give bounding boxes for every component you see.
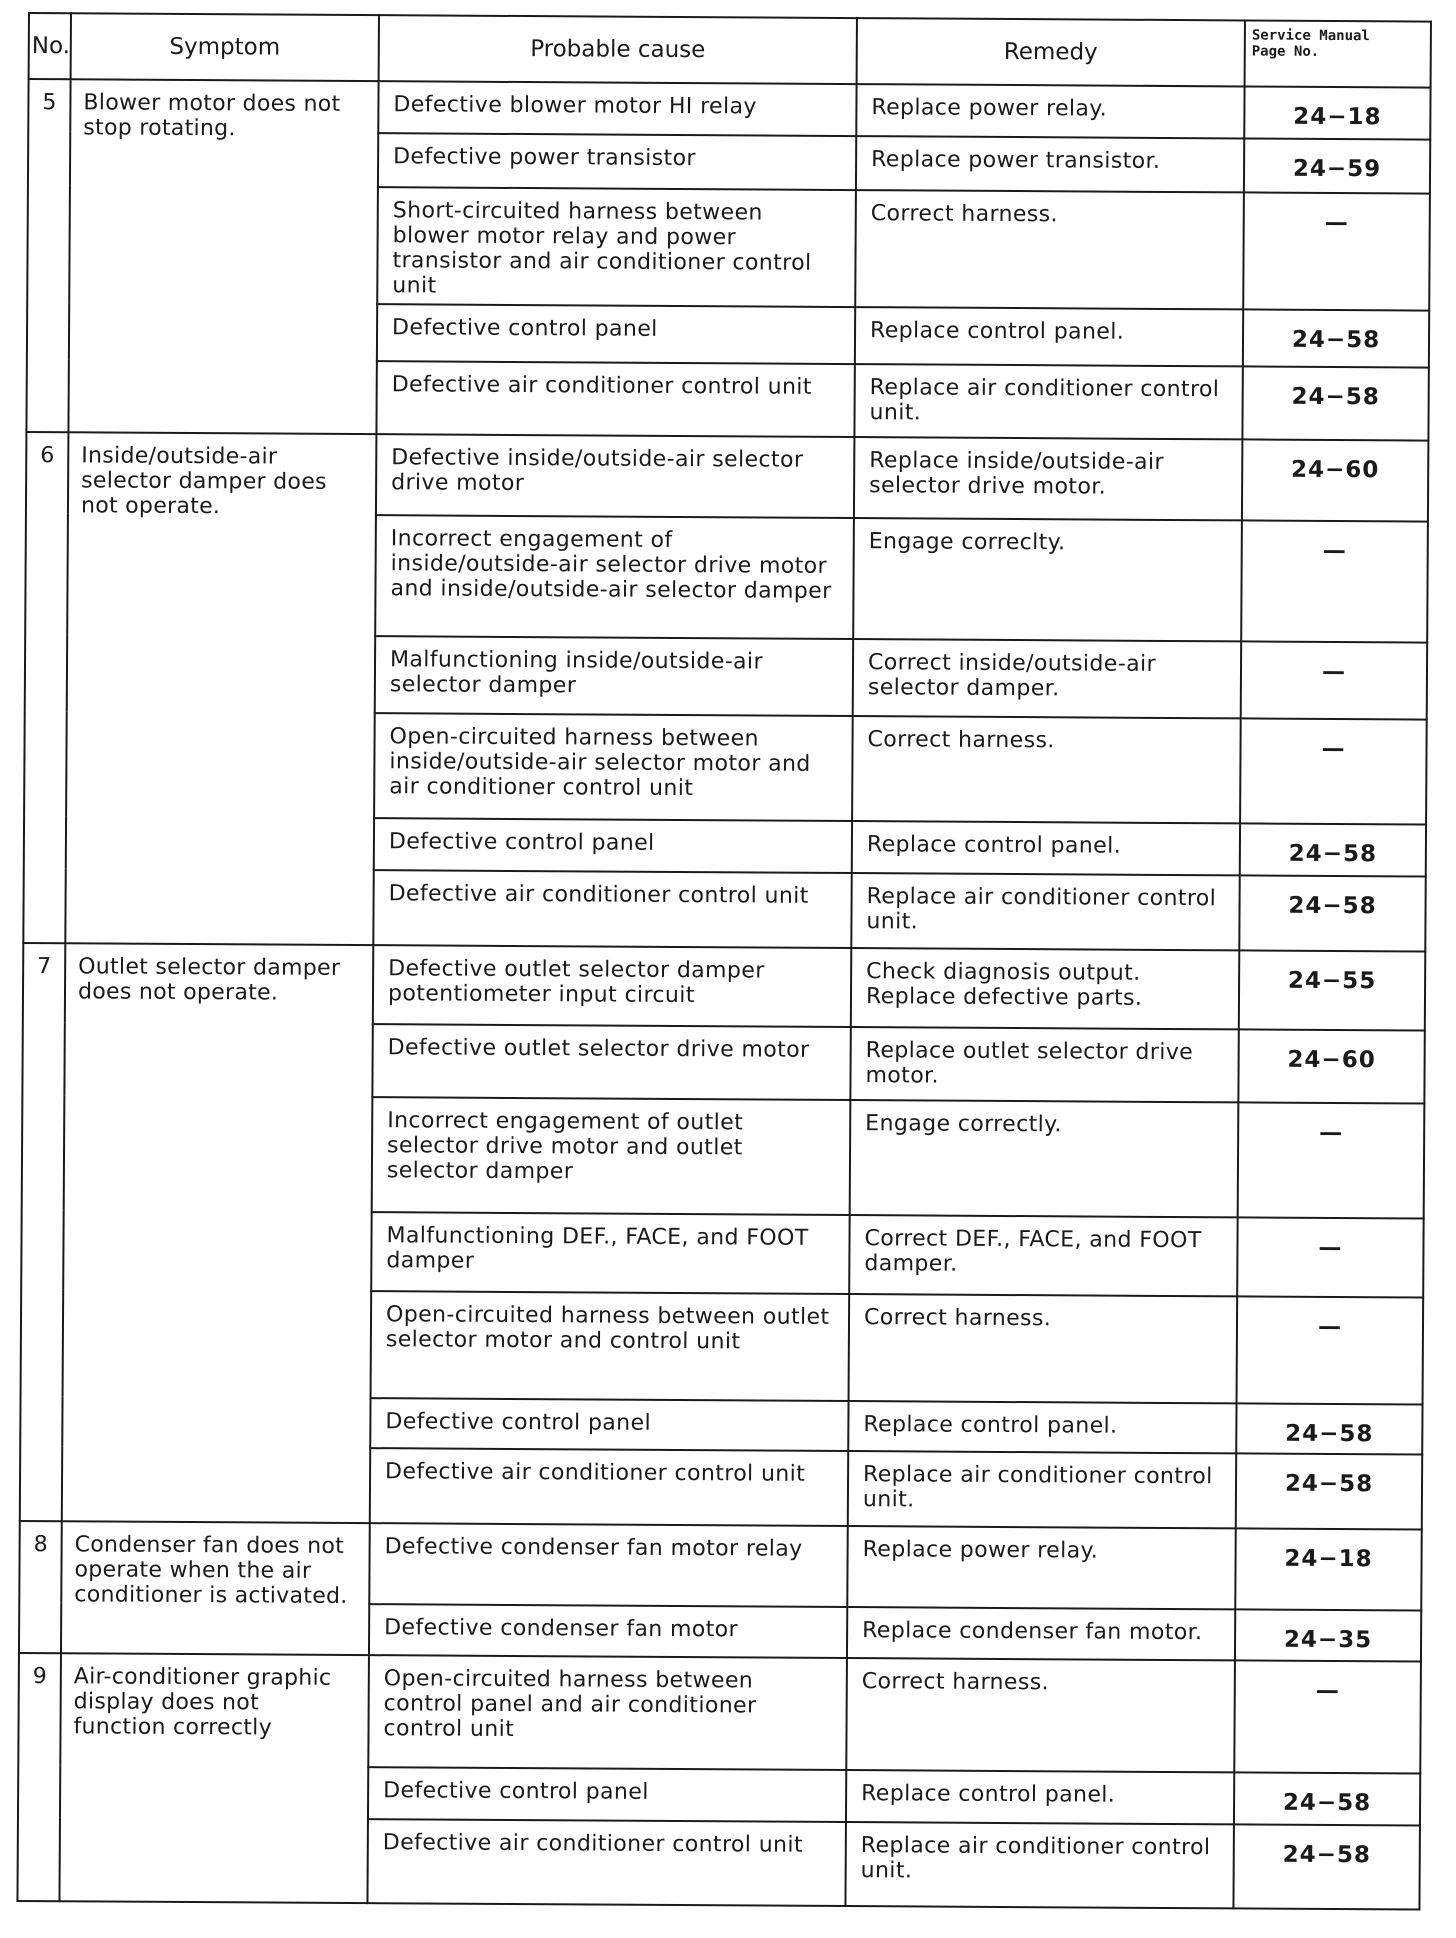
header-service-manual: [1245, 20, 1431, 87]
page-number-cell: 24−58: [1239, 875, 1425, 951]
remedy-cell: Replace condenser fan motor.: [847, 1607, 1235, 1659]
remedy-cell: Replace air conditioner control unit.: [848, 1451, 1236, 1528]
troubleshooting-sheet: [16, 12, 1430, 1911]
page-number-cell: 24−58: [1236, 1403, 1422, 1454]
remedy-cell: Correct harness.: [852, 716, 1241, 823]
cause-cell: Incorrect engagement of outlet selector drive motor and outlet selector damper: [372, 1097, 851, 1215]
remedy-cell: Check diagnosis output. Replace defective parts.: [851, 948, 1239, 1030]
header-symptom: Symptom: [71, 13, 379, 81]
table-row: [19, 1521, 1421, 1611]
cause-cell: Defective blower motor HI relay: [378, 81, 856, 136]
cause-cell: Short-circuited harness between blower motor relay and power transistor and air conditioner control unit: [377, 188, 856, 308]
table-row: [23, 943, 1425, 1031]
row-number: 7: [20, 943, 66, 1521]
page-number-cell: —: [1234, 1660, 1421, 1774]
remedy-cell: Replace inside/outside-air selector drive motor.: [854, 437, 1242, 521]
header-row: [29, 13, 1431, 88]
page-number-cell: —: [1237, 1297, 1424, 1405]
cause-cell: Open-circuited harness between control panel and air conditioner control unit: [368, 1655, 847, 1771]
cause-cell: Defective air conditioner control unit: [370, 1448, 848, 1526]
cause-cell: Open-circuited harness between inside/outside-air selector motor and air conditioner control unit: [374, 713, 853, 820]
cause-cell: Malfunctioning DEF., FACE, and FOOT damper: [371, 1212, 849, 1294]
remedy-cell: Replace air conditioner control unit.: [845, 1822, 1234, 1908]
remedy-cell: Replace air conditioner control unit.: [851, 873, 1239, 950]
cause-cell: Defective condenser fan motor: [369, 1605, 847, 1658]
page-number-cell: 24−58: [1233, 1825, 1420, 1910]
page-number-cell: 24−18: [1244, 86, 1430, 139]
remedy-cell: Replace control panel.: [852, 821, 1240, 876]
cause-cell: Defective control panel: [377, 304, 855, 363]
remedy-cell: Engage correclty.: [853, 518, 1242, 641]
cause-cell: Defective control panel: [370, 1398, 848, 1451]
cause-cell: Incorrect engagement of inside/outside-air selector drive motor and inside/outside-air selector damper: [375, 515, 854, 639]
page-number-cell: 24−58: [1234, 1773, 1420, 1826]
table-row: [18, 1652, 1421, 1773]
cause-cell: Malfunctioning inside/outside-air selector damper: [375, 636, 853, 716]
page-number-cell: —: [1241, 642, 1427, 720]
remedy-cell: Replace power transistor.: [856, 136, 1244, 193]
remedy-cell: Engage correctly.: [850, 1100, 1239, 1217]
header-service-line2: Page No.: [1251, 43, 1320, 60]
page-number-cell: 24−59: [1244, 139, 1430, 194]
remedy-cell: Correct harness.: [855, 190, 1244, 309]
cause-cell: Defective outlet selector drive motor: [372, 1024, 850, 1100]
header-remedy: Remedy: [857, 18, 1245, 86]
remedy-cell: Replace air conditioner control unit.: [854, 364, 1242, 439]
troubleshooting-table: [16, 12, 1432, 1911]
remedy-cell: Correct inside/outside-air selector damper.: [853, 639, 1241, 719]
remedy-cell: Replace control panel.: [848, 1401, 1236, 1453]
remedy-cell: Correct DEF., FACE, and FOOT damper.: [849, 1215, 1237, 1297]
page-number-cell: —: [1243, 193, 1430, 311]
table-row: [28, 79, 1430, 140]
remedy-cell: Correct harness.: [846, 1658, 1235, 1773]
page-number-cell: 24−60: [1238, 1030, 1424, 1104]
page-number-cell: —: [1240, 719, 1427, 824]
symptom-cell: Outlet selector damper does not operate.: [62, 943, 374, 1523]
cause-cell: Defective air conditioner control unit: [373, 870, 851, 948]
cause-cell: Defective inside/outside-air selector drive motor: [376, 434, 854, 518]
remedy-cell: Correct harness.: [849, 1294, 1238, 1403]
symptom-cell: Condenser fan does not operate when the air conditioner is activated.: [61, 1521, 370, 1654]
remedy-cell: Replace control panel.: [855, 307, 1243, 366]
remedy-cell: Replace outlet selector drive motor.: [850, 1027, 1238, 1102]
symptom-cell: Inside/outside-air selector damper does not operate.: [65, 432, 376, 945]
page-number-cell: 24−58: [1243, 310, 1429, 367]
header-no: No.: [29, 13, 71, 79]
row-number: 9: [17, 1652, 61, 1901]
page-number-cell: 24−58: [1242, 366, 1428, 440]
header-service-line1: Service Manual: [1251, 27, 1370, 45]
cause-cell: Open-circuited harness between outlet selector motor and control unit: [371, 1292, 850, 1401]
cause-cell: Defective control panel: [374, 818, 852, 873]
page-number-cell: 24−35: [1235, 1610, 1421, 1661]
row-number: 8: [19, 1521, 62, 1653]
header-cause: Probable cause: [379, 15, 857, 84]
cause-cell: Defective outlet selector damper potentiometer input circuit: [373, 945, 851, 1027]
symptom-cell: Blower motor does not stop rotating.: [68, 79, 378, 434]
page-number-cell: 24−18: [1235, 1528, 1421, 1611]
table-row: [26, 432, 1428, 522]
page-number-cell: 24−58: [1236, 1453, 1422, 1529]
symptom-cell: Air-conditioner graphic display does not function correctly: [59, 1653, 369, 1903]
cause-cell: Defective control panel: [368, 1767, 846, 1822]
row-number: 6: [23, 432, 68, 944]
page-number-cell: 24−58: [1240, 823, 1426, 876]
page-number-cell: 24−55: [1239, 950, 1425, 1030]
cause-cell: Defective condenser fan motor relay: [369, 1523, 847, 1607]
remedy-cell: Replace power relay.: [856, 84, 1244, 139]
page-number-cell: —: [1237, 1218, 1423, 1298]
page-number-cell: —: [1241, 521, 1428, 643]
remedy-cell: Replace power relay.: [847, 1526, 1235, 1610]
page-number-cell: —: [1238, 1103, 1425, 1219]
remedy-cell: Replace control panel.: [846, 1770, 1234, 1825]
cause-cell: Defective air conditioner control unit: [376, 361, 854, 437]
cause-cell: Defective power transistor: [378, 133, 856, 190]
cause-cell: Defective air conditioner control unit: [367, 1819, 846, 1906]
row-number: 5: [26, 79, 70, 432]
page-number-cell: 24−60: [1242, 439, 1428, 522]
